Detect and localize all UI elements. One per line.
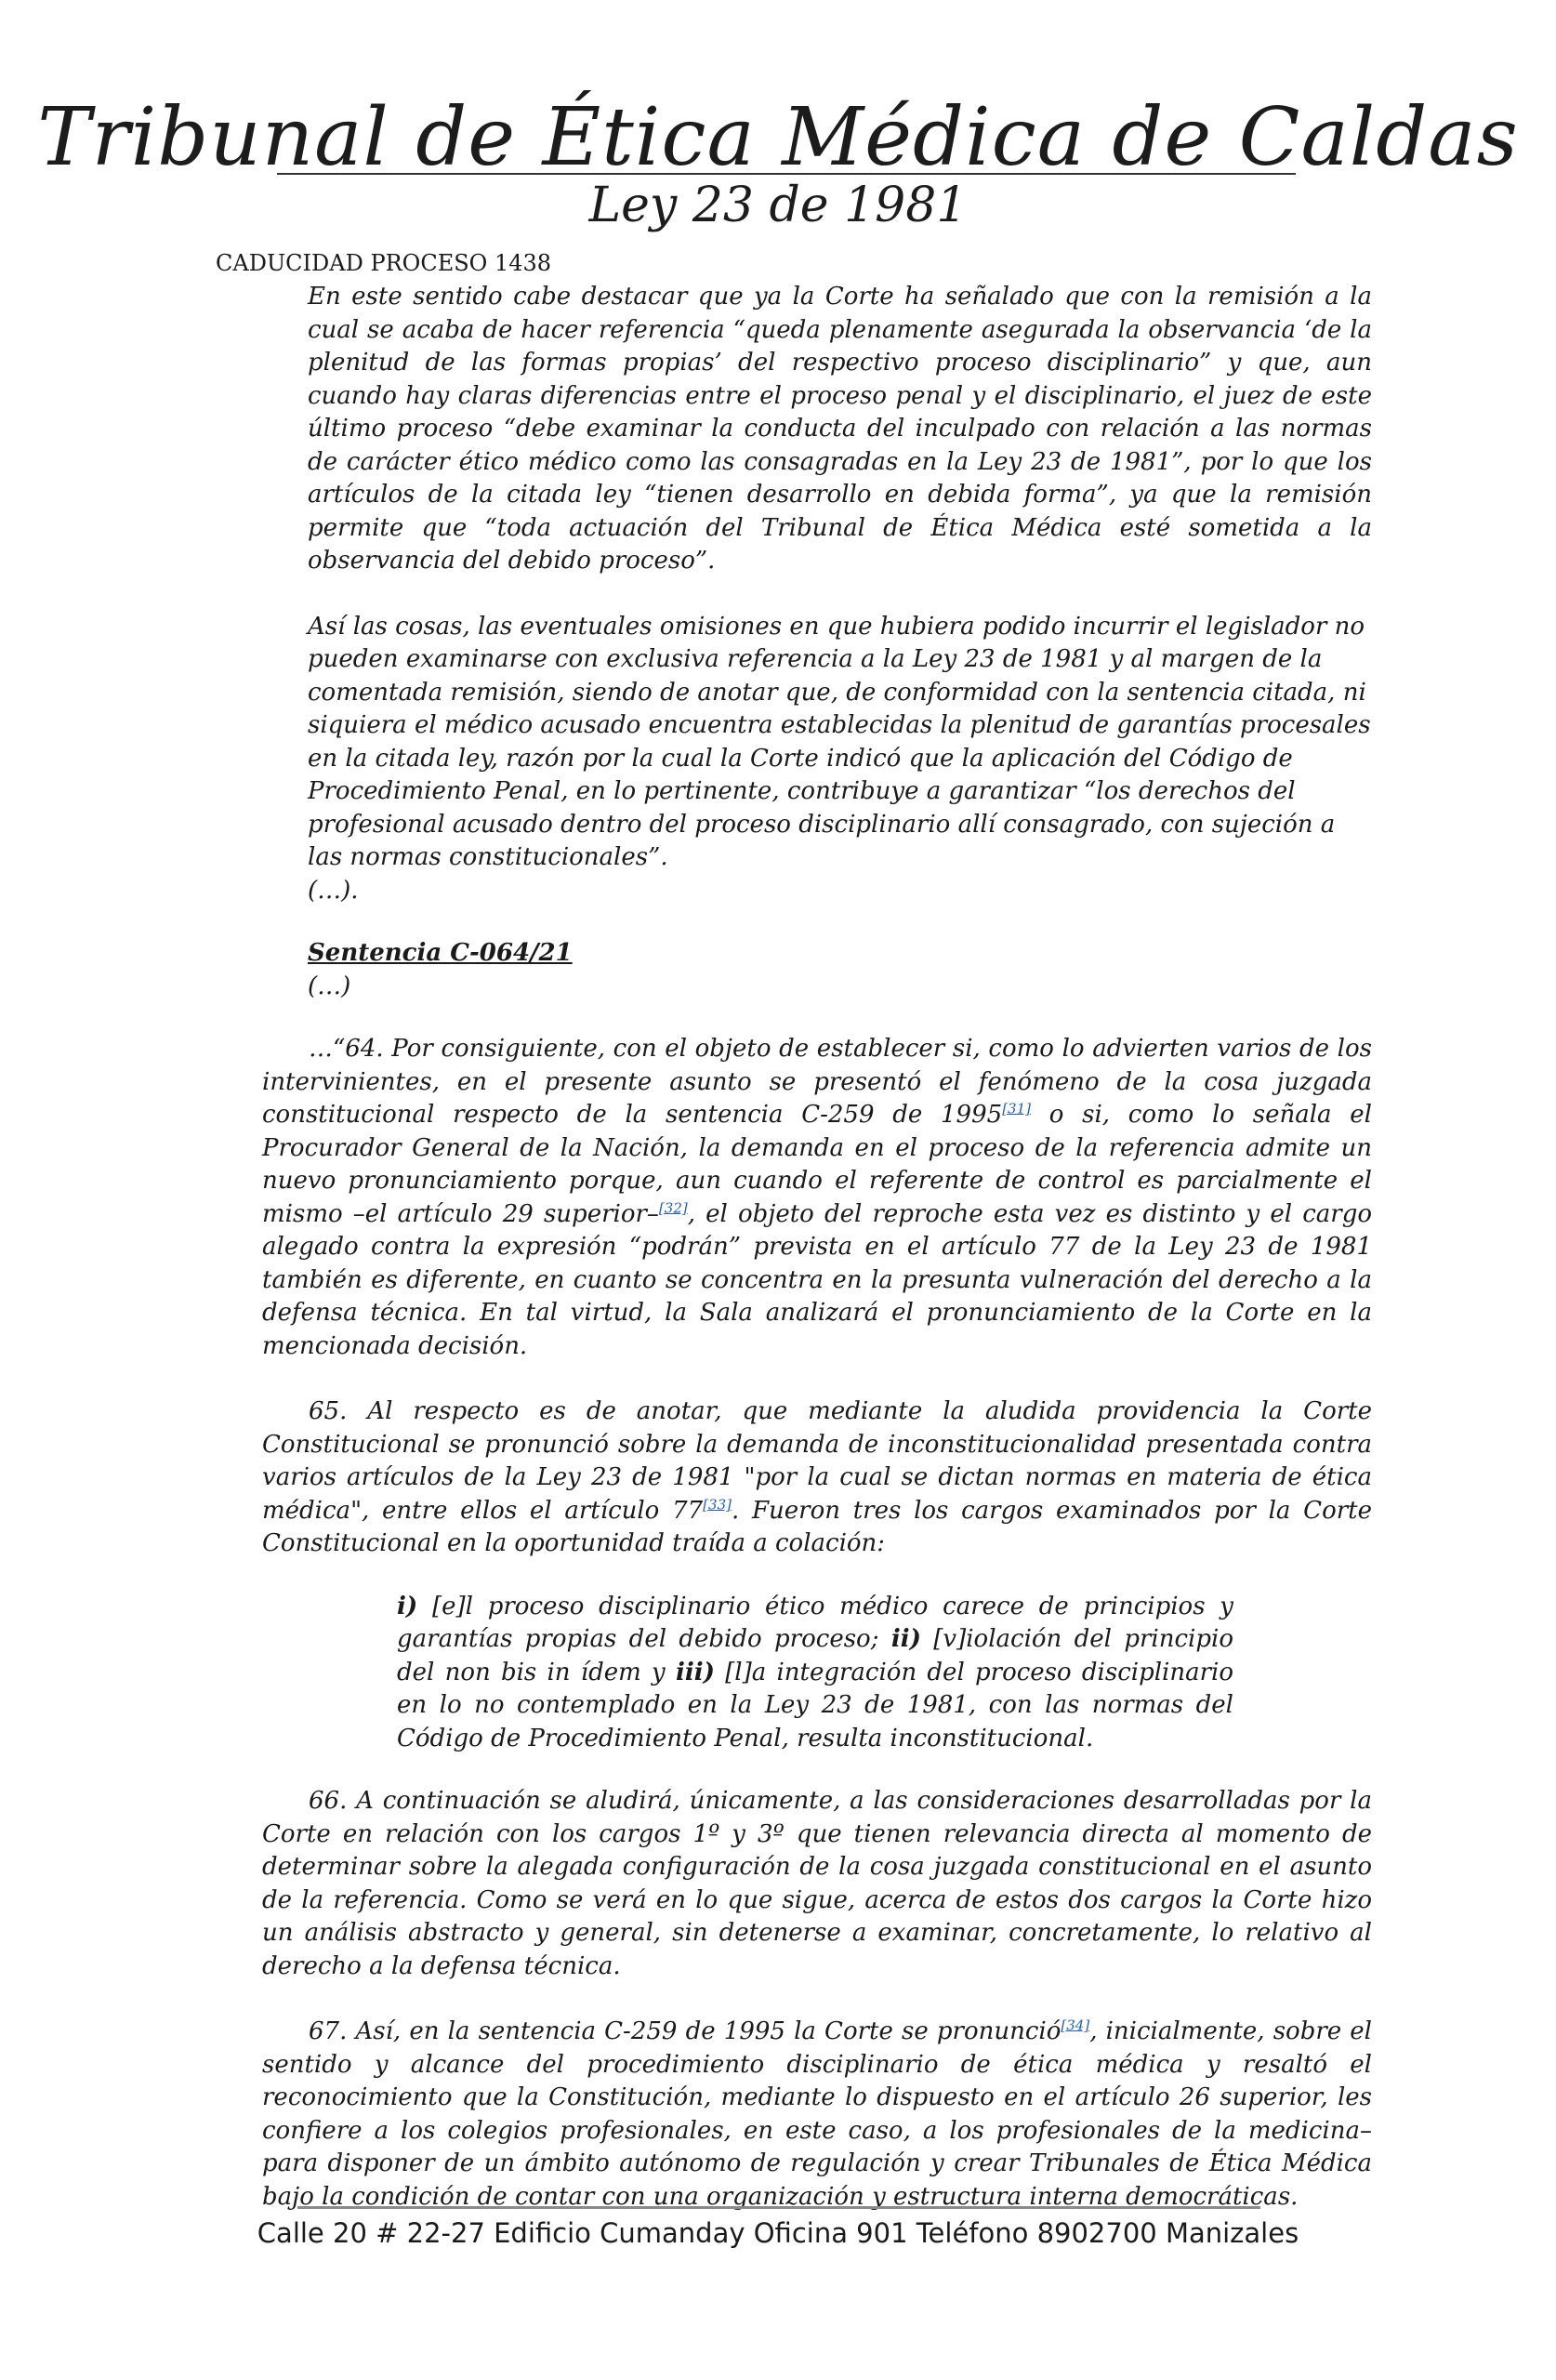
document-body	[262, 281, 1372, 2214]
paragraph-65-text-a: 65. Al respecto es de anotar, que mediante la aludida providencia la Corte Constitucional se pronunció sobre la demanda de inconstitucionalidad presentada contra varios artículos de la Ley 23 de 1981 "por la cual se dictan normas en materia de ética médica", entre ellos el artículo 77	[262, 1397, 1372, 1525]
paragraph-67	[262, 2016, 1372, 2214]
charge-text-2: [v]iolación del principio del non bis in ídem y	[397, 1625, 1233, 1686]
charge-text-3: [l]a integración del proceso disciplinario en lo no contemplado en la Ley 23 de 1981, con las normas del Código de Procedimiento Penal, resulta inconstitucional.	[397, 1658, 1233, 1752]
paragraph-65-text-b: . Fueron tres los cargos examinados por la Corte Constitucional en la oportunidad traída a colación:	[262, 1496, 1372, 1557]
charge-marker-1: i)	[397, 1592, 418, 1620]
sentence-heading: Sentencia C-064/21	[308, 939, 573, 967]
letterhead-title: Tribunal de Ética Médica de Caldas	[37, 91, 1519, 184]
charge-text-1: [e]l proceso disciplinario ético médico carece de principios y garantías propias del debido proceso;	[397, 1592, 1233, 1653]
letterhead-rule	[277, 173, 1296, 175]
quote-paragraph-2: Así las cosas, las eventuales omisiones en que hubiera podido incurrir el legislador no pueden examinarse con exclusiva referencia a la Ley 23 de 1981 y al margen de la comentada remisión, siendo de anotar que, de conformidad con la sentencia citada, ni siquiera el médico acusado encuentra establecidas la plenitud de garantías procesales en la citada ley, razón por la cual la Corte indicó que la aplicación del Código de Procedimiento Penal, en lo pertinente, contribuye a garantizar “los derechos del profesional acusado dentro del proceso disciplinario allí consagrado, con sujeción a las normas constitucionales”.	[308, 612, 1371, 871]
heading-ellipsis: (…)	[308, 972, 351, 1000]
quote-ellipsis: (…).	[308, 876, 359, 905]
paragraph-67-text-b: , inicialmente, sobre el sentido y alcance del procedimiento disciplinario de ética médica y resaltó el reconocimiento que la Constitución, mediante lo dispuesto en el artículo 26 superior, les confiere a los colegios profesionales, en este caso, a los profesionales de la medicina– para disponer de un ámbito autónomo de regulación y crear Tribunales de Ética Médica bajo la condición de contar con una organización y estructura interna democráticas.	[262, 2017, 1373, 2211]
paragraph-64	[262, 1033, 1372, 1363]
charge-marker-2: ii)	[890, 1625, 921, 1653]
charge-marker-3: iii)	[675, 1658, 715, 1686]
paragraph-64-text-b: o si, como lo señala el Procurador General de la Nación, la demanda en el proceso de la referencia admite un nuevo pronunciamiento porque, aun cuando el referente de control es parcialmente el mismo –el artículo 29 superior–	[262, 1101, 1372, 1228]
footnote-link-34[interactable]: [34]	[1061, 2016, 1090, 2034]
footnote-link-31[interactable]: [31]	[1002, 1100, 1031, 1117]
footnote-link-33[interactable]: [33]	[703, 1495, 732, 1513]
footer-rule	[297, 2206, 1260, 2209]
paragraph-66: 66. A continuación se aludirá, únicamente, a las consideraciones desarrolladas por la Corte en relación con los cargos 1º y 3º que tienen relevancia directa al momento de determinar sobre la alegada configuración de la cosa juzgada constitucional en el asunto de la referencia. Como se verá en lo que sigue, acerca de estos dos cargos la Corte hizo un análisis abstracto y general, sin detenerse a examinar, concretamente, lo relativo al derecho a la defensa técnica.	[262, 1787, 1372, 1980]
letterhead-subtitle: Ley 23 de 1981	[588, 178, 968, 233]
footer-address: Calle 20 # 22-27 Edificio Cumanday Oficina 901 Teléfono 8902700 Manizales	[257, 2217, 1299, 2249]
paragraph-67-text-a: 67. Así, en la sentencia C-259 de 1995 la Corte se pronunció	[309, 2017, 1062, 2045]
footnote-link-32[interactable]: [32]	[658, 1198, 688, 1216]
quote-paragraph-1: En este sentido cabe destacar que ya la Corte ha señalado que con la remisión a la cual se acaba de hacer referencia “queda plenamente asegurada la observancia ‘de la plenitud de las formas propias’ del respectivo proceso disciplinario” y que, aun cuando hay claras diferencias entre el proceso penal y el disciplinario, el juez de este último proceso “debe examinar la conducta del inculpado con relación a las normas de carácter ético médico como las consagradas en la Ley 23 de 1981”, por lo que los artículos de la citada ley “tienen desarrollo en debida forma”, ya que la remisión permite que “toda actuación del Tribunal de Ética Médica esté sometida a la observancia del debido proceso”.	[308, 283, 1372, 575]
paragraph-64-text-c: , el objeto del reproche esta vez es distinto y el cargo alegado contra la expresión “podrán” prevista en el artículo 77 de la Ley 23 de 1981 también es diferente, en cuanto se concentra en la presunta vulneración del derecho a la defensa técnica. En tal virtud, la Sala analizará el pronunciamiento de la Corte en la mencionada decisión.	[262, 1199, 1373, 1360]
paragraph-65	[262, 1395, 1372, 1561]
process-reference: CADUCIDAD PROCESO 1438	[216, 250, 552, 276]
paragraph-64-text-a: …“64. Por consiguiente, con el objeto de establecer si, como lo advierten varios de los intervinientes, en el presente asunto se presentó el fenómeno de la cosa juzgada constitucional respecto de la sentencia C-259 de 1995	[262, 1035, 1372, 1129]
charges-block	[397, 1591, 1233, 1756]
